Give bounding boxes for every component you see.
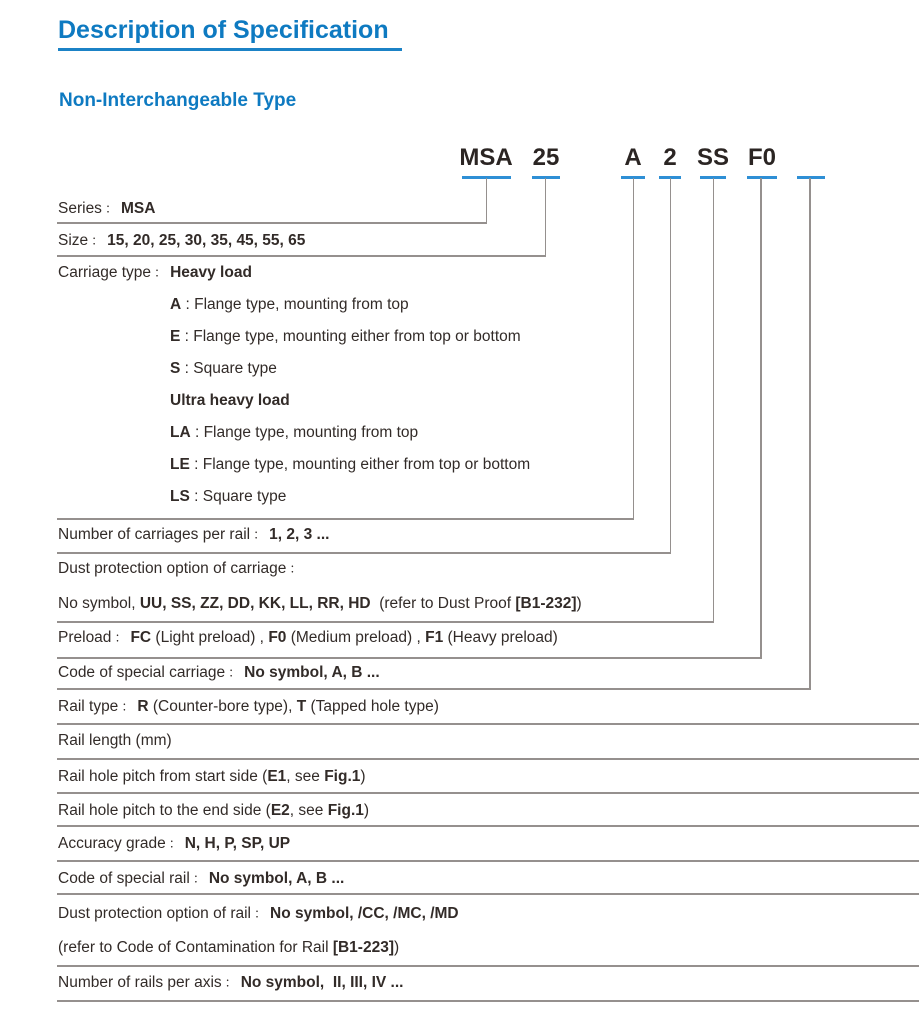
page-title: Description of Specification: [58, 16, 389, 44]
spec-row-accuracy-grade: [58, 833, 290, 855]
colon-separator: ：: [289, 561, 303, 576]
model-code-token-preload: F0: [747, 144, 777, 171]
title-underline: [58, 48, 402, 51]
model-code-token-size: 25: [532, 144, 560, 171]
row-text: ): [394, 939, 400, 956]
colon-separator: ：: [114, 630, 128, 645]
row-separator-accuracy: [57, 860, 919, 862]
colon-separator: ：: [154, 265, 168, 280]
option-desc: (Counter-bore type),: [148, 698, 297, 715]
spec-row-preload: [58, 627, 558, 649]
row-value: No symbol, A, B ...: [208, 870, 345, 887]
row-label: Series: [58, 200, 102, 217]
spec-row-dust-protection-carriage: [58, 558, 305, 580]
spec-row-dust-protection-rail: [58, 903, 459, 925]
row-separator-pitch-start: [57, 792, 919, 794]
spec-row-rail-length: [58, 730, 172, 752]
row-value: Heavy load: [170, 264, 252, 281]
option-code: A: [170, 296, 182, 313]
colon-separator: ：: [254, 906, 268, 921]
option-group-label: Ultra heavy load: [170, 392, 290, 409]
spec-row-size: [58, 230, 305, 252]
row-text: (refer to Dust Proof: [370, 595, 516, 612]
option-code: LE: [170, 456, 190, 473]
colon-separator: ：: [192, 871, 206, 886]
connector-line-carriage-count: [670, 178, 672, 554]
row-value: No symbol, /CC, /MC, /MD: [270, 905, 459, 922]
option-desc: : Flange type, mounting either from top or bottom: [189, 456, 531, 473]
row-label: Preload: [58, 629, 112, 646]
row-separator-size: [57, 255, 546, 257]
option-code: E1: [267, 768, 287, 785]
option-code: S: [170, 360, 181, 377]
row-separator-rail-type: [57, 723, 919, 725]
option-code: E2: [270, 802, 290, 819]
option-code: R: [137, 698, 149, 715]
row-separator-special-rail: [57, 893, 919, 895]
option-code: T: [296, 698, 307, 715]
option-desc: (Tapped hole type): [306, 698, 439, 715]
row-separator-dust-rail: [57, 965, 919, 967]
option-code: F1: [425, 629, 444, 646]
row-text: No symbol,: [58, 595, 140, 612]
row-separator-carriage-type: [57, 518, 634, 520]
row-text: ): [360, 768, 366, 785]
row-separator-series: [57, 222, 487, 224]
connector-line-dust-option: [713, 178, 715, 623]
row-text: (refer to Code of Contamination for Rail: [58, 939, 333, 956]
option-desc: : Flange type, mounting from top: [190, 424, 419, 441]
figure-reference: Fig.1: [324, 768, 361, 785]
option-desc: (Heavy preload): [443, 629, 558, 646]
row-separator-dust-option: [57, 621, 714, 623]
option-code: LA: [170, 424, 191, 441]
spec-row-carriage-e: [170, 326, 521, 348]
row-text: Rail hole pitch from start side (: [58, 768, 268, 785]
row-label: Number of carriages per rail: [58, 526, 251, 543]
colon-separator: ：: [91, 233, 105, 248]
option-code: F0: [268, 629, 287, 646]
spec-row-carriage-ls: [170, 486, 286, 508]
section-subtitle: Non-Interchangeable Type: [59, 90, 297, 111]
row-separator-preload: [57, 657, 762, 659]
connector-line-preload: [760, 178, 762, 659]
row-label: Code of special carriage: [58, 664, 226, 681]
row-value: UU, SS, ZZ, DD, KK, LL, RR, HD: [139, 595, 371, 612]
row-text: ): [576, 595, 582, 612]
colon-separator: ：: [228, 665, 242, 680]
spec-row-carriage-le: [170, 454, 530, 476]
row-separator-carriage-count: [57, 552, 671, 554]
spec-row-dust-protection-codes: [58, 593, 582, 615]
option-desc: : Square type: [180, 360, 277, 377]
row-value: 1, 2, 3 ...: [269, 526, 330, 543]
spec-row-rail-hole-pitch-start: [58, 766, 366, 788]
figure-reference: Fig.1: [327, 802, 364, 819]
colon-separator: ：: [121, 699, 135, 714]
row-label: Number of rails per axis: [58, 974, 222, 991]
model-code-token-series: MSA: [459, 144, 513, 171]
connector-line-carriage-type: [633, 178, 635, 520]
row-value: No symbol, II, III, IV ...: [240, 974, 404, 991]
option-desc: : Square type: [189, 488, 287, 505]
row-label: Dust protection option of rail: [58, 905, 251, 922]
colon-separator: ：: [168, 836, 182, 851]
spec-row-code-special-rail: [58, 868, 344, 890]
model-code-token-dust-option: SS: [696, 144, 730, 171]
spec-row-series: [58, 198, 155, 220]
spec-row-rail-hole-pitch-end: [58, 800, 369, 822]
row-value: MSA: [120, 200, 156, 217]
colon-separator: ：: [224, 975, 238, 990]
colon-separator: ：: [104, 201, 118, 216]
token-underline-preload: [747, 176, 777, 179]
spec-row-carriage-type: [58, 262, 252, 284]
connector-line-special-carriage: [809, 178, 811, 690]
row-text: Rail hole pitch to the end side (: [58, 802, 271, 819]
spec-row-dust-protection-rail-ref: [58, 937, 399, 959]
row-text: , see: [289, 802, 328, 819]
row-label: Rail type: [58, 698, 119, 715]
spec-row-code-special-carriage: [58, 662, 380, 684]
row-label: Dust protection option of carriage: [58, 560, 287, 577]
spec-row-rails-per-axis: [58, 972, 403, 994]
connector-line-series: [486, 178, 488, 224]
spec-row-carriage-la: [170, 422, 418, 444]
row-value: N, H, P, SP, UP: [184, 835, 291, 852]
colon-separator: ：: [253, 527, 267, 542]
row-separator-rail-length: [57, 758, 919, 760]
row-label: Code of special rail: [58, 870, 190, 887]
row-label: Rail length (mm): [58, 732, 172, 749]
row-label: Size: [58, 232, 89, 249]
option-desc: : Flange type, mounting from top: [181, 296, 409, 313]
spec-row-carriage-s: [170, 358, 277, 380]
option-desc: (Light preload) ,: [151, 629, 269, 646]
row-text: ): [363, 802, 370, 819]
option-code: LS: [170, 488, 190, 505]
row-separator-rails-per-axis: [57, 1000, 919, 1002]
row-value: No symbol, A, B ...: [244, 664, 380, 681]
row-value: 15, 20, 25, 30, 35, 45, 55, 65: [107, 232, 306, 249]
spec-row-carriage-a: [170, 294, 409, 316]
page-reference: [B1-232]: [515, 595, 577, 612]
row-label: Accuracy grade: [58, 835, 166, 852]
option-desc: : Flange type, mounting either from top or bottom: [180, 328, 521, 345]
row-separator-pitch-end: [57, 825, 919, 827]
spec-row-carriages-per-rail: [58, 524, 329, 546]
option-code: E: [170, 328, 181, 345]
row-separator-special-carriage: [57, 688, 811, 690]
option-desc: (Medium preload) ,: [286, 629, 426, 646]
page-reference: [B1-223]: [332, 939, 394, 956]
spec-row-rail-type: [58, 696, 439, 718]
model-code-token-carriage-type: A: [624, 144, 642, 171]
model-code-token-carriage-count: 2: [663, 144, 677, 171]
token-underline-blank: [797, 176, 825, 179]
option-code: FC: [130, 629, 152, 646]
row-label: Carriage type: [58, 264, 152, 281]
row-text: , see: [286, 768, 325, 785]
connector-line-size: [545, 178, 547, 257]
spec-row-ultra-heavy-load: [170, 390, 290, 412]
